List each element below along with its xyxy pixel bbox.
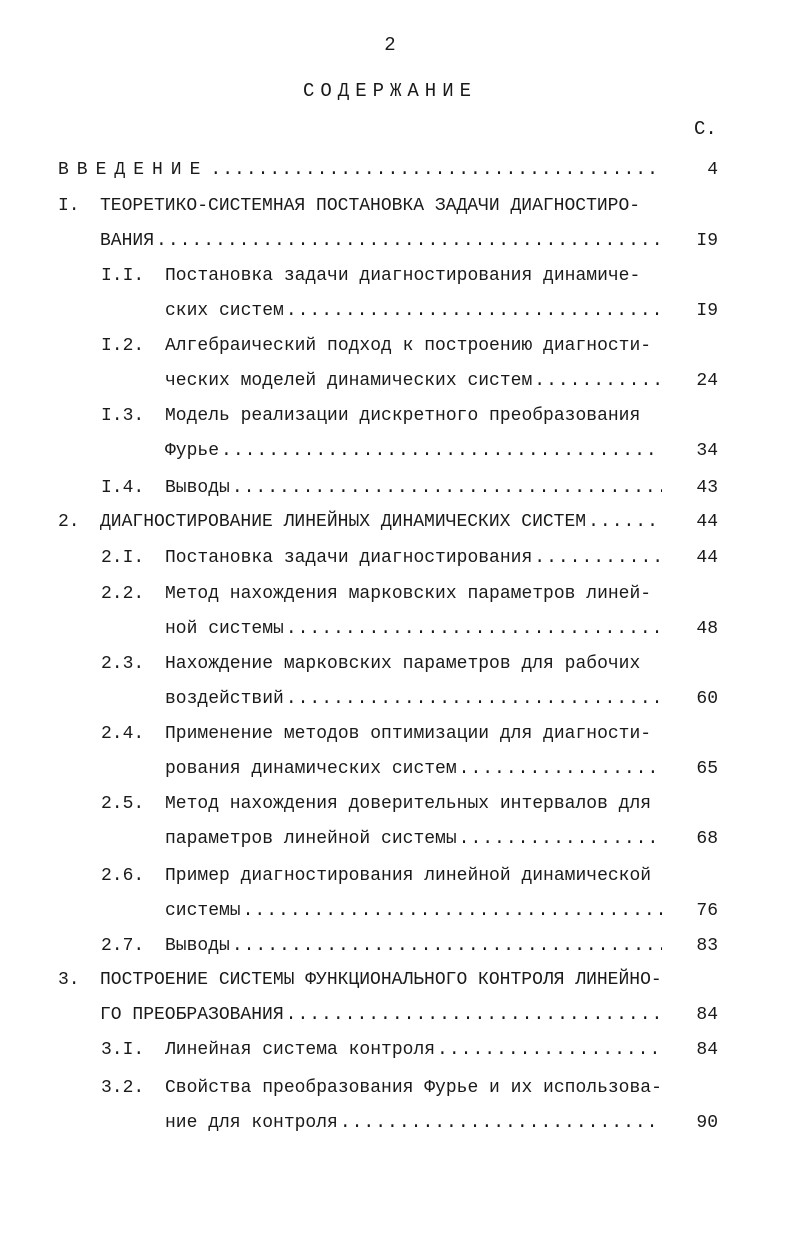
toc-entry-page: 44 bbox=[696, 512, 718, 532]
toc-entry-text: воздействий bbox=[165, 689, 284, 709]
toc-entry-line bbox=[165, 478, 662, 502]
leader-dots bbox=[286, 1005, 662, 1029]
toc-entry-page: 34 bbox=[696, 441, 718, 461]
leader-dots bbox=[534, 548, 662, 572]
toc-entry-text: Алгебраический подход к построению диагности- bbox=[165, 336, 652, 356]
toc-entry-page: I9 bbox=[696, 301, 718, 321]
toc-entry-line bbox=[165, 724, 662, 748]
toc-entry-line bbox=[165, 901, 662, 925]
leader-dots bbox=[340, 1113, 662, 1137]
toc-entry-number: 2.I. bbox=[101, 548, 145, 568]
toc-entry-line bbox=[165, 936, 662, 960]
leader-dots bbox=[286, 619, 662, 643]
toc-entry-text: Свойства преобразования Фурье и их использова- bbox=[165, 1078, 662, 1098]
toc-entry-number: 2. bbox=[58, 512, 80, 532]
leader-dots bbox=[221, 441, 662, 465]
toc-entry-text: ГО ПРЕОБРАЗОВАНИЯ bbox=[100, 1005, 284, 1025]
toc-entry-text: ческих моделей динамических систем bbox=[165, 371, 533, 391]
page-title: СОДЕРЖАНИЕ bbox=[302, 80, 478, 102]
toc-entry-line bbox=[165, 829, 662, 853]
toc-entry-line bbox=[165, 1113, 662, 1137]
toc-entry-line bbox=[100, 1005, 662, 1029]
toc-entry-number: 2.7. bbox=[101, 936, 145, 956]
leader-dots bbox=[232, 478, 662, 502]
toc-entry-page: 68 bbox=[696, 829, 718, 849]
toc-entry-page: I9 bbox=[696, 231, 718, 251]
toc-entry-number: 3.I. bbox=[101, 1040, 145, 1060]
toc-entry-line bbox=[165, 654, 662, 678]
toc-entry-text: Пример диагностирования линейной динамической bbox=[165, 866, 652, 886]
toc-entry-line bbox=[165, 336, 662, 360]
toc-entry-text: Нахождение марковских параметров для рабочих bbox=[165, 654, 641, 674]
leader-dots bbox=[459, 759, 662, 783]
toc-entry-text: системы bbox=[165, 901, 241, 921]
toc-entry-page: 60 bbox=[696, 689, 718, 709]
leader-dots bbox=[243, 901, 662, 925]
toc-entry-text: ских систем bbox=[165, 301, 284, 321]
toc-entry-text: ВВЕДЕНИЕ bbox=[58, 160, 209, 180]
toc-entry-line bbox=[165, 266, 662, 290]
toc-entry-line bbox=[165, 441, 662, 465]
toc-entry-number: I.4. bbox=[101, 478, 145, 498]
toc-entry-text: Постановка задачи диагностирования динамиче- bbox=[165, 266, 641, 286]
toc-entry-text: Постановка задачи диагностирования bbox=[165, 548, 533, 568]
leader-dots bbox=[588, 512, 662, 536]
toc-entry-line bbox=[165, 759, 662, 783]
toc-entry-number: I.3. bbox=[101, 406, 145, 426]
toc-entry-line bbox=[165, 1078, 662, 1102]
page-number: 2 bbox=[384, 34, 396, 56]
leader-dots bbox=[286, 689, 662, 713]
toc-entry-text: Применение методов оптимизации для диагности- bbox=[165, 724, 652, 744]
toc-entry-text: ВАНИЯ bbox=[100, 231, 155, 251]
leader-dots bbox=[210, 160, 662, 184]
toc-entry-text: рования динамических систем bbox=[165, 759, 457, 779]
toc-entry-line bbox=[165, 406, 662, 430]
toc-entry-line bbox=[100, 196, 662, 220]
toc-entry-line bbox=[165, 866, 662, 890]
toc-entry-text: ние для контроля bbox=[165, 1113, 338, 1133]
toc-entry-text: Метод нахождения доверительных интервалов для bbox=[165, 794, 652, 814]
toc-entry-line bbox=[100, 970, 662, 994]
toc-entry-number: 3.2. bbox=[101, 1078, 145, 1098]
toc-entry-line bbox=[100, 512, 662, 536]
toc-entry-number: 2.3. bbox=[101, 654, 145, 674]
leader-dots bbox=[459, 829, 662, 853]
leader-dots bbox=[437, 1040, 662, 1064]
toc-entry-page: 83 bbox=[696, 936, 718, 956]
toc-entry-line bbox=[165, 1040, 662, 1064]
toc-entry-text: Фурье bbox=[165, 441, 220, 461]
toc-entry-text: параметров линейной системы bbox=[165, 829, 457, 849]
toc-entry-line bbox=[165, 548, 662, 572]
leader-dots bbox=[534, 371, 662, 395]
toc-entry-text: Линейная система контроля bbox=[165, 1040, 436, 1060]
toc-entry-text: ной системы bbox=[165, 619, 284, 639]
page-column-header: С. bbox=[694, 118, 717, 140]
toc-entry-text: Выводы bbox=[165, 478, 230, 498]
toc-entry-number: 3. bbox=[58, 970, 80, 990]
toc-entry-page: 90 bbox=[696, 1113, 718, 1133]
toc-entry-text: ДИАГНОСТИРОВАНИЕ ЛИНЕЙНЫХ ДИНАМИЧЕСКИХ СИСТЕМ bbox=[100, 512, 587, 532]
leader-dots bbox=[156, 231, 662, 255]
toc-entry-text: ПОСТРОЕНИЕ СИСТЕМЫ ФУНКЦИОНАЛЬНОГО КОНТРОЛЯ ЛИНЕЙНО- bbox=[100, 970, 662, 990]
toc-entry-number: I.I. bbox=[101, 266, 145, 286]
toc-entry-line bbox=[165, 794, 662, 818]
toc-entry-page: 48 bbox=[696, 619, 718, 639]
toc-entry-line bbox=[165, 619, 662, 643]
toc-entry-text: Выводы bbox=[165, 936, 230, 956]
toc-entry-number: I.2. bbox=[101, 336, 145, 356]
toc-entry-line bbox=[165, 584, 662, 608]
leader-dots bbox=[232, 936, 662, 960]
toc-entry-number: I. bbox=[58, 196, 80, 216]
toc-entry-page: 4 bbox=[707, 160, 718, 180]
toc-entry-line bbox=[165, 689, 662, 713]
toc-entry-page: 65 bbox=[696, 759, 718, 779]
toc-entry-number: 2.4. bbox=[101, 724, 145, 744]
toc-entry-number: 2.6. bbox=[101, 866, 145, 886]
toc-entry-line bbox=[58, 160, 662, 184]
toc-entry-number: 2.5. bbox=[101, 794, 145, 814]
toc-entry-line bbox=[165, 301, 662, 325]
toc-entry-page: 43 bbox=[696, 478, 718, 498]
leader-dots bbox=[286, 301, 662, 325]
toc-entry-number: 2.2. bbox=[101, 584, 145, 604]
toc-entry-page: 24 bbox=[696, 371, 718, 391]
toc-entry-line bbox=[165, 371, 662, 395]
toc-entry-page: 76 bbox=[696, 901, 718, 921]
toc-entry-page: 84 bbox=[696, 1040, 718, 1060]
toc-entry-text: Метод нахождения марковских параметров линей- bbox=[165, 584, 652, 604]
toc-entry-line bbox=[100, 231, 662, 255]
toc-entry-page: 84 bbox=[696, 1005, 718, 1025]
toc-entry-text: Модель реализации дискретного преобразования bbox=[165, 406, 641, 426]
toc-entry-page: 44 bbox=[696, 548, 718, 568]
toc-entry-text: ТЕОРЕТИКО-СИСТЕМНАЯ ПОСТАНОВКА ЗАДАЧИ ДИАГНОСТИРО- bbox=[100, 196, 641, 216]
